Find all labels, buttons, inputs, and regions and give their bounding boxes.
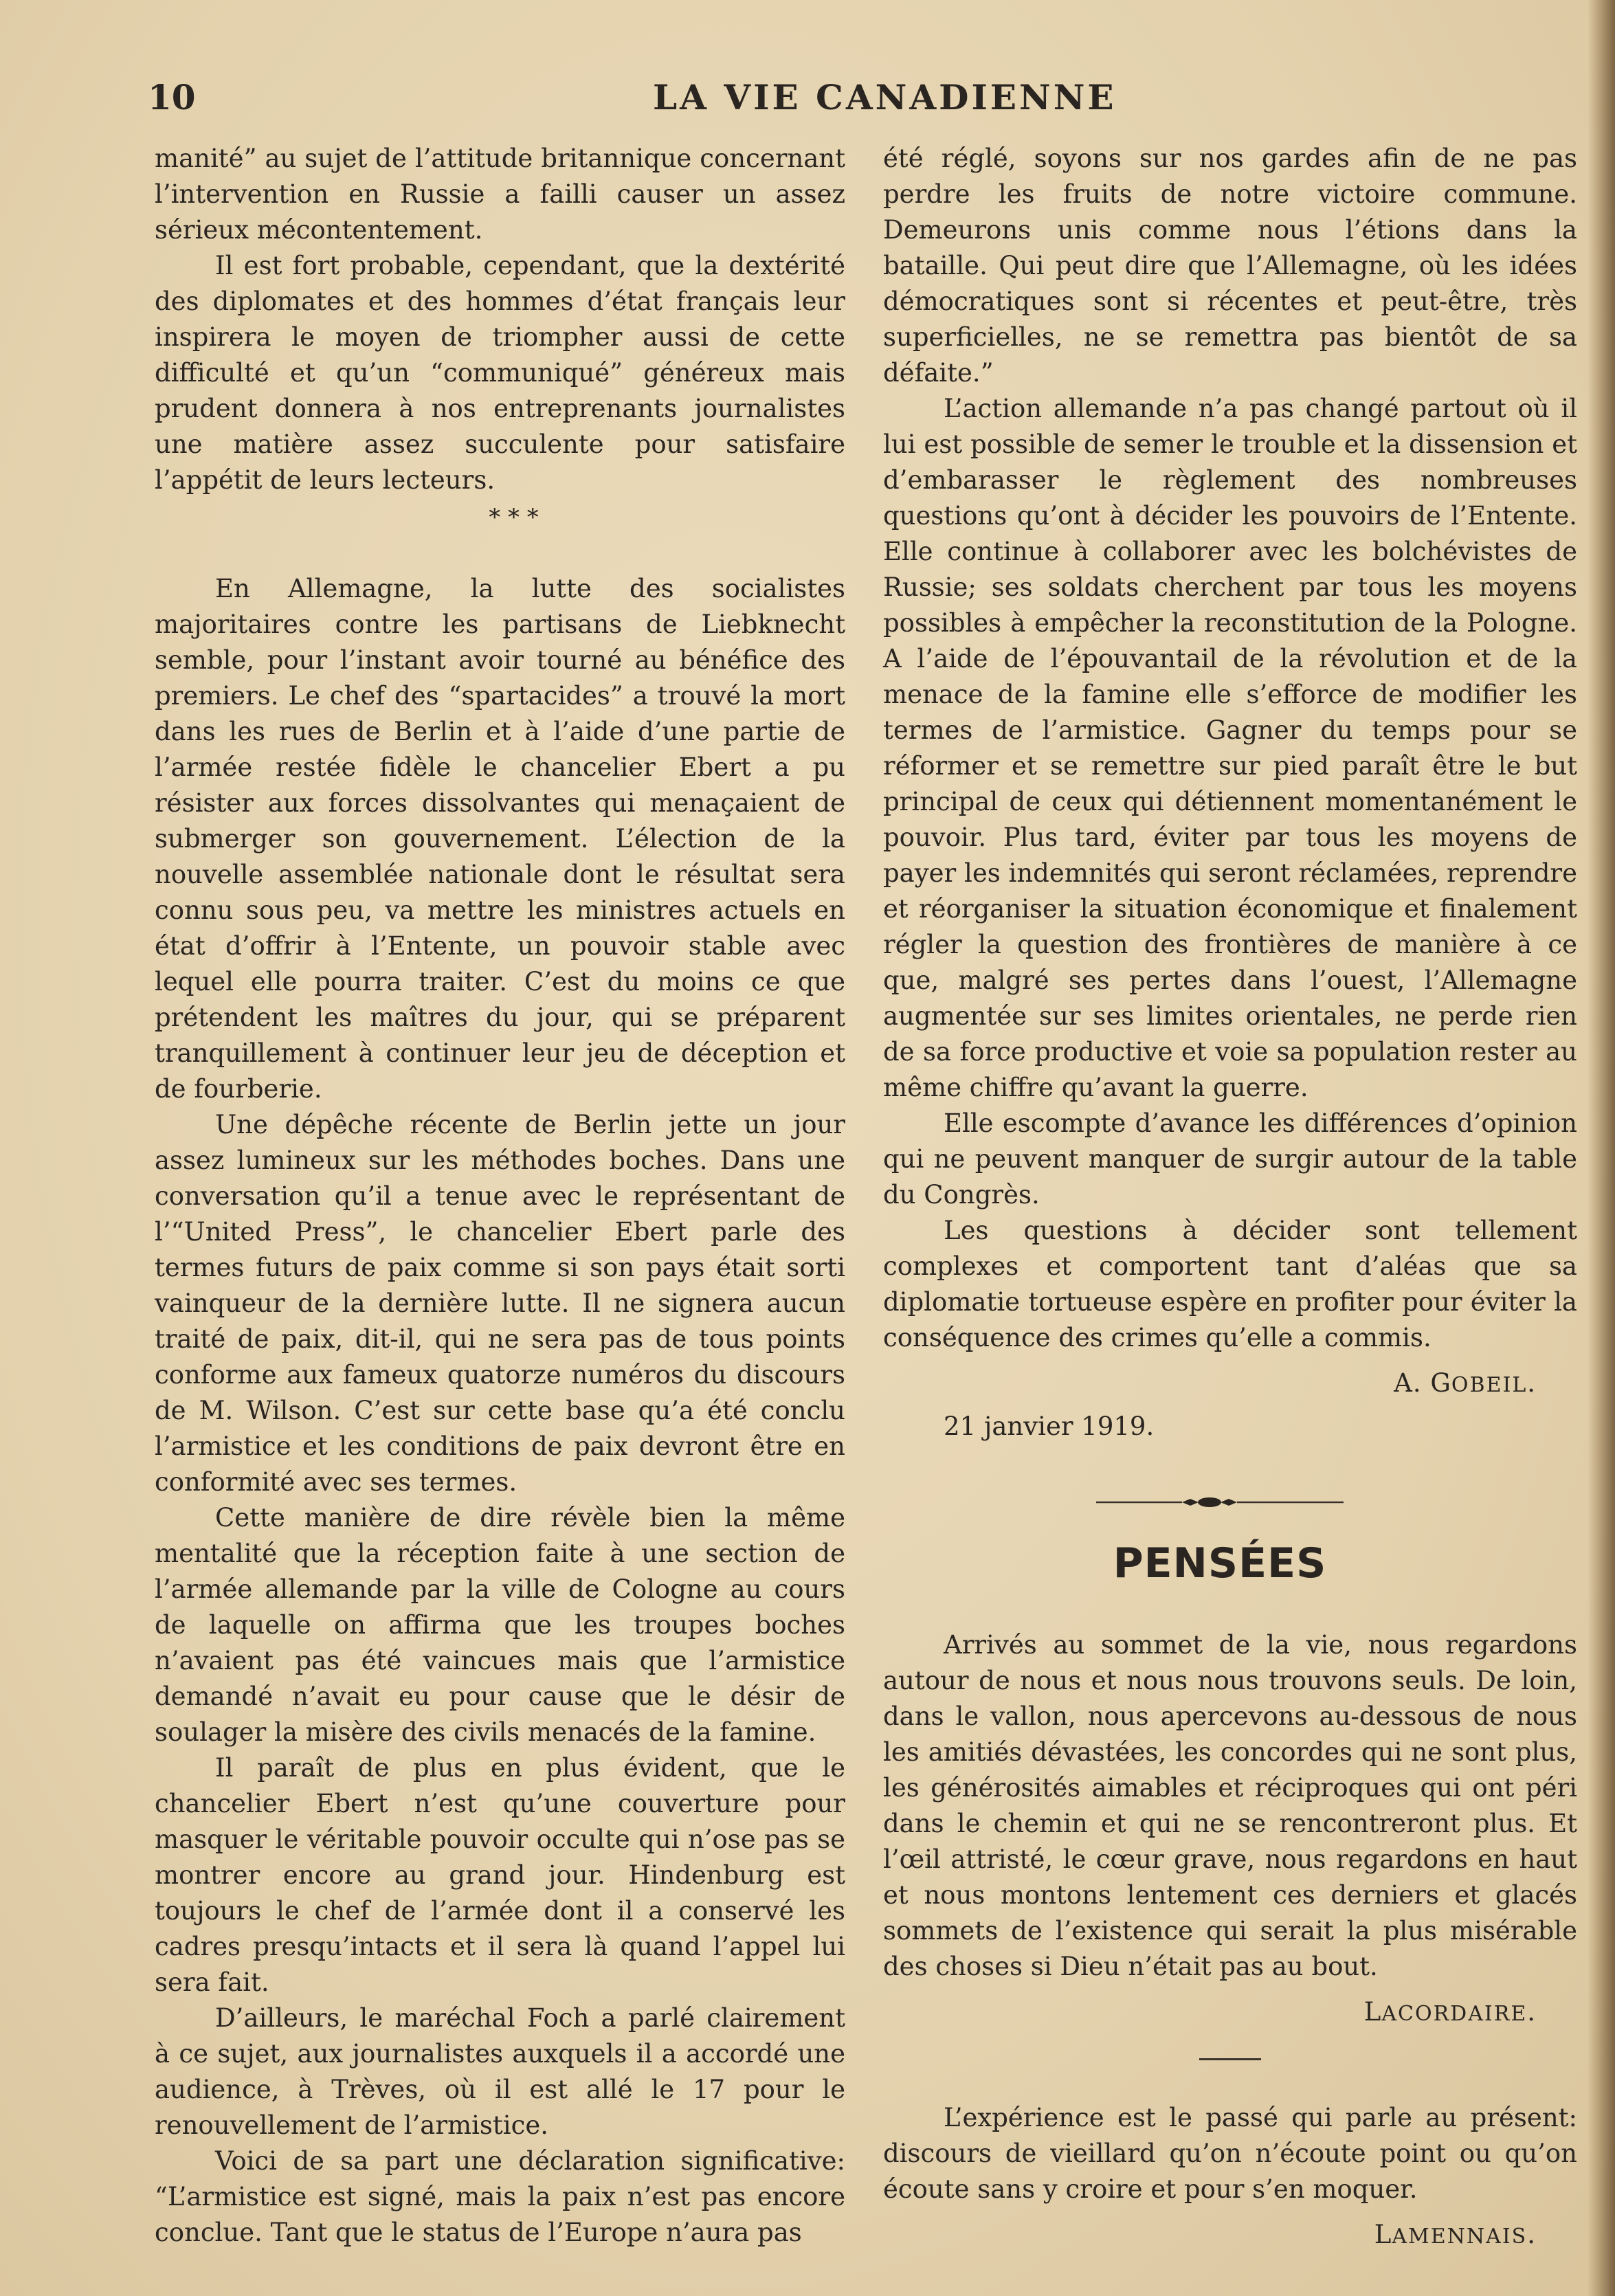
paragraph: En Allemagne, la lutte des socialistes majoritaires contre les partisans de Liebknecht semble, pour l’instant avoir tourné au bénéfice des premiers. Le chef des “spartacides” a trouvé la mort dans les rues de Berlin et à l’aide d’une partie de l’armée restée fidèle le chancelier Ebert a pu résister aux forces dissolvantes qui menaçaient de submerger son gouvernement. L’élection de la nouvelle assemblée nationale dont le résultat sera connu sous peu, va mettre les ministres actuels en état d’offrir à l’Entente, un pouvoir stable avec lequel elle pourra traiter. C’est du moins ce que prétendent les maîtres du jour, qui se préparent tranquillement à continuer leur jeu de déception et de fourberie. (155, 574, 845, 1104)
paragraph: Voici de sa part une déclaration significative: “L’armistice est signé, mais la paix n’est pas encore conclue. Tant que le status de l’Europe n’aura pas (155, 2146, 845, 2247)
paragraph: Les questions à décider sont tellement complexes et comportent tant d’aléas que sa diplomatie tortueuse espère en profiter pour éviter la conséquence des crimes qu’elle a commis. (883, 1216, 1577, 1352)
paragraph: L’action allemande n’a pas changé partout où il lui est possible de semer le trouble et la dissension et d’embarasser le règlement des nombreuses questions qu’ont à décider les pouvoirs de l’Entente. Elle continue à collaborer avec les bolchévistes de Russie; ses soldats cherchent par tous les moyens possibles à empêcher la reconstitution de la Pologne. A l’aide de l’épouvantail de la révolution et de la menace de la famine elle s’efforce de modifier les termes de l’armistice. Gagner du temps pour se réformer et se remettre sur pied paraît être le but principal de ceux qui détiennent momentanément le pouvoir. Plus tard, éviter par tous les moyens de payer les indemnités qui seront réclamées, reprendre et réorganiser la situation économique et finalement régler la question des frontières de manière à ce que, malgré ses pertes dans l’ouest, l’Allemagne augmentée sur ses limites orientales, ne perde rien de sa force productive et voie sa population rester au même chiffre qu’avant la guerre. (883, 394, 1577, 1102)
paragraph: manité” au sujet de l’attitude britannique concernant l’intervention en Russie a failli causer un assez sérieux mécontentement. (155, 144, 845, 245)
ornamental-divider (883, 1495, 1577, 1509)
short-rule (1199, 2058, 1261, 2060)
quote: Arrivés au sommet de la vie, nous regardons autour de nous et nous nous trouvons seuls. De loin, dans le vallon, nous apercevons au-dessous de nous les amitiés dévastées, les concordes qui ne sont plus, les générosités aimables et réciproques qui ont péri dans le chemin et qui ne se rencontreront plus. Et l’œil attristé, le cœur grave, nous regardons en haut et nous montons lentement ces derniers et glacés sommets de l’existence qui serait la plus misérable des choses si Dieu n’était pas au bout. (883, 1630, 1577, 1981)
paragraph: Il est fort probable, cependant, que la dextérité des diplomates et des hommes d’état français leur inspirera le moyen de triompher aussi de cette difficulté et qu’un “communiqué” généreux mais prudent donnera à nos entreprenants journalistes une matière assez succulente pour satisfaire l’appétit de leurs lecteurs. (155, 251, 845, 495)
divider-ornament-icon (1096, 1495, 1344, 1509)
article-date: 21 janvier 1919. (944, 1412, 1155, 1441)
paragraph: D’ailleurs, le maréchal Foch a parlé clairement à ce sujet, aux journalistes auxquels il a accordé une audience, à Trèves, où il est allé le 17 pour le renouvellement de l’armistice. (155, 2003, 845, 2140)
quote-author: LAMENNAIS. (1374, 2220, 1536, 2249)
paragraph: été réglé, soyons sur nos gardes afin de ne pas perdre les fruits de notre victoire commune. Demeurons unis comme nous l’étions dans la bataille. Qui peut dire que l’Allemagne, où les idées démocratiques sont si récentes et peut-être, très superficielles, ne se remettra pas bientôt de sa défaite.” (883, 144, 1577, 388)
left-column (155, 141, 845, 2251)
paragraph: Une dépêche récente de Berlin jette un jour assez lumineux sur les méthodes boches. Dans une conversation qu’il a tenue avec le représentant de l’“United Press”, le chancelier Ebert parle des termes futurs de paix comme si son pays était sorti vainqueur de la dernière lutte. Il ne signera aucun traité de paix, dit-il, qui ne sera pas de tous points conforme aux fameux quatorze numéros du discours de M. Wilson. C’est sur cette base qu’a été conclu l’armistice et les conditions de paix devront être en conformité avec ses termes. (155, 1110, 845, 1497)
section-title: PENSÉES (1113, 1539, 1327, 1587)
running-head: LA VIE CANADIENNE (653, 77, 1117, 118)
page-number: 10 (148, 77, 196, 118)
paragraph: Il paraît de plus en plus évident, que le chancelier Ebert n’est qu’une couverture pour masquer le véritable pouvoir occulte qui n’ose pas se montrer encore au grand jour. Hindenburg est toujours le chef de l’armée dont il a conservé les cadres presqu’intacts et il sera là quand l’appel lui sera fait. (155, 1753, 845, 1997)
right-column (883, 141, 1577, 2260)
asterism-separator: * * * (489, 504, 539, 531)
binding-shadow (1588, 0, 1615, 2296)
paragraph: Cette manière de dire révèle bien la même mentalité que la réception faite à une section de l’armée allemande par la ville de Cologne au cours de laquelle on affirma que les troupes boches n’avaient pas été vaincues mais que l’armistice demandé n’avait eu pour cause que le désir de soulager la misère des civils menacés de la famine. (155, 1503, 845, 1747)
quote: L’expérience est le passé qui parle au présent: discours de vieillard qu’on n’écoute point ou qu’on écoute sans y croire et pour s’en moquer. (883, 2103, 1577, 2204)
article-signature: A. GOBEIL. (1394, 1368, 1536, 1398)
quote-author: LACORDAIRE. (1363, 1997, 1536, 2027)
paragraph: Elle escompte d’avance les différences d’opinion qui ne peuvent manquer de surgir autour de la table du Congrès. (883, 1108, 1577, 1210)
